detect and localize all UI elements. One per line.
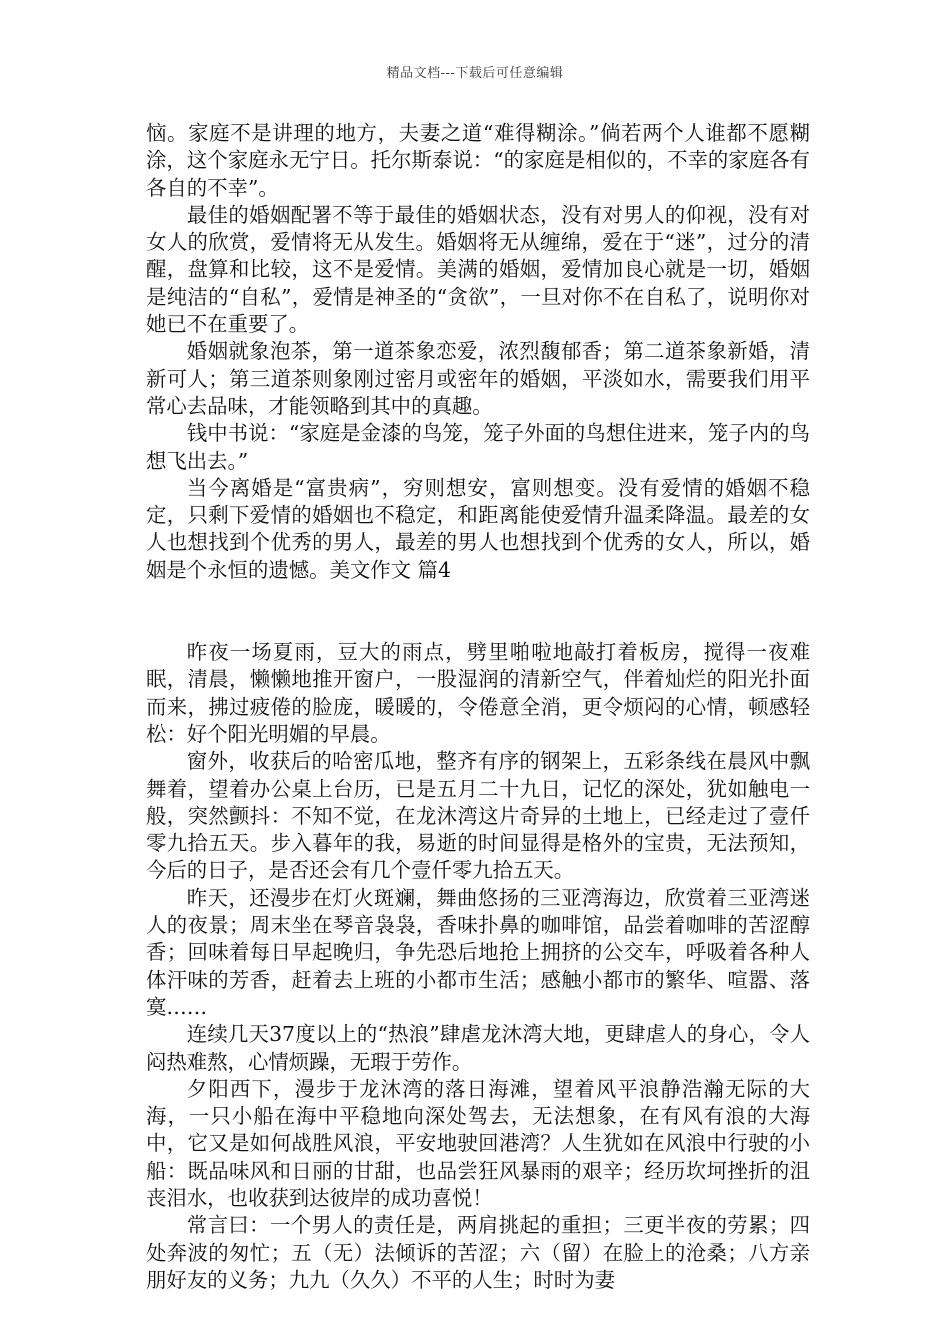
paragraph-8: 昨天，还漫步在灯火斑斓，舞曲悠扬的三亚湾海边，欣赏着三亚湾迷人的夜景；周末坐在琴音袅袅，香味扑鼻的咖啡馆，品尝着咖啡的苦涩醇香；回味着每日早起晚归，争先恐后地抢上拥挤的公交车，呼吸着各种人体汗味的芳香，赶着去上班的小都市生活；感触小都市的繁华、喧嚣、落寞……: [146, 885, 810, 1019]
page-header: 精品文档---下载后可任意编辑: [386, 66, 564, 81]
paragraph-5: 当今离婚是“富贵病”，穷则想安，富则想变。没有爱情的婚姻不稳定，只剩下爱情的婚姻也不稳定，和距离能使爱情升温柔降温。最差的女人也想找到个优秀的男人，最差的男人也想找到个优秀的女人，所以，婚姻是个永恒的遗憾。美文作文 篇4: [146, 475, 810, 582]
document-body: [146, 120, 810, 1294]
paragraph-7: 窗外，收获后的哈密瓜地，整齐有序的钢架上，五彩条线在晨风中飘舞着，望着办公桌上台历，已是五月二十九日，记忆的深处，犹如触电一般，突然颤抖：不知不觉，在龙沐湾这片奇异的土地上，已经走过了壹仟零九拾五天。步入暮年的我，易逝的时间显得是格外的宝贵，无法预知，今后的日子，是否还会有几个壹仟零九拾五天。: [146, 749, 810, 883]
paragraph-10: 夕阳西下，漫步于龙沐湾的落日海滩，望着风平浪静浩瀚无际的大海，一只小船在海中平稳地向深处驾去，无法想象，在有风有浪的大海中，它又是如何战胜风浪，平安地驶回港湾？人生犹如在风浪中行驶的小船：既品味风和日丽的甘甜，也品尝狂风暴雨的艰辛；经历坎坷挫折的沮丧泪水，也收获到达彼岸的成功喜悦！: [146, 1076, 810, 1210]
paragraph-2: 最佳的婚姻配署不等于最佳的婚姻状态，没有对男人的仰视，没有对女人的欣赏，爱情将无从发生。婚姻将无从缠绵，爱在于“迷”，过分的清醒，盘算和比较，这不是爱情。美满的婚姻，爱情加良心就是一切，婚姻是纯洁的“自私”，爱情是神圣的“贪欲”，一旦对你不在自私了，说明你对她已不在重要了。: [146, 202, 810, 337]
paragraph-6: 昨夜一场夏雨，豆大的雨点，劈里啪啦地敲打着板房，搅得一夜难眠，清晨，懒懒地推开窗户，一股湿润的清新空气，伴着灿烂的阳光扑面而来，拂过疲倦的脸庞，暖暖的，令倦意全消，更令烦闷的心情，顿感轻松：好个阳光明媚的早晨。: [146, 640, 810, 746]
paragraph-1: 恼。家庭不是讲理的地方，夫妻之道“难得糊涂。”倘若两个人谁都不愿糊涂，这个家庭永无宁日。托尔斯泰说：“的家庭是相似的，不幸的家庭各有各自的不幸”。: [146, 121, 810, 200]
paragraph-3: 婚姻就象泡茶，第一道茶象恋爱，浓烈馥郁香；第二道茶象新婚，清新可人；第三道茶则象刚过密月或密年的婚姻，平淡如水，需要我们用平常心去品味，才能领略到其中的真趣。: [146, 339, 810, 418]
paragraph-4: 钱中书说：“家庭是金漆的鸟笼，笼子外面的鸟想住进来，笼子内的鸟想飞出去。”: [146, 421, 810, 473]
paragraph-11: 常言曰：一个男人的责任是，两肩挑起的重担；三更半夜的劳累；四处奔波的匆忙；五（无）法倾诉的苦涩；六（留）在脸上的沧桑；八方亲朋好友的义务；九九（久久）不平的人生；时时为妻: [146, 1213, 810, 1292]
paragraph-9: 连续几天37度以上的“热浪”肆虐龙沐湾大地，更肆虐人的身心，令人闷热难熬，心情烦躁，无瑕于劳作。: [146, 1022, 810, 1074]
section-spacer: [146, 584, 810, 639]
